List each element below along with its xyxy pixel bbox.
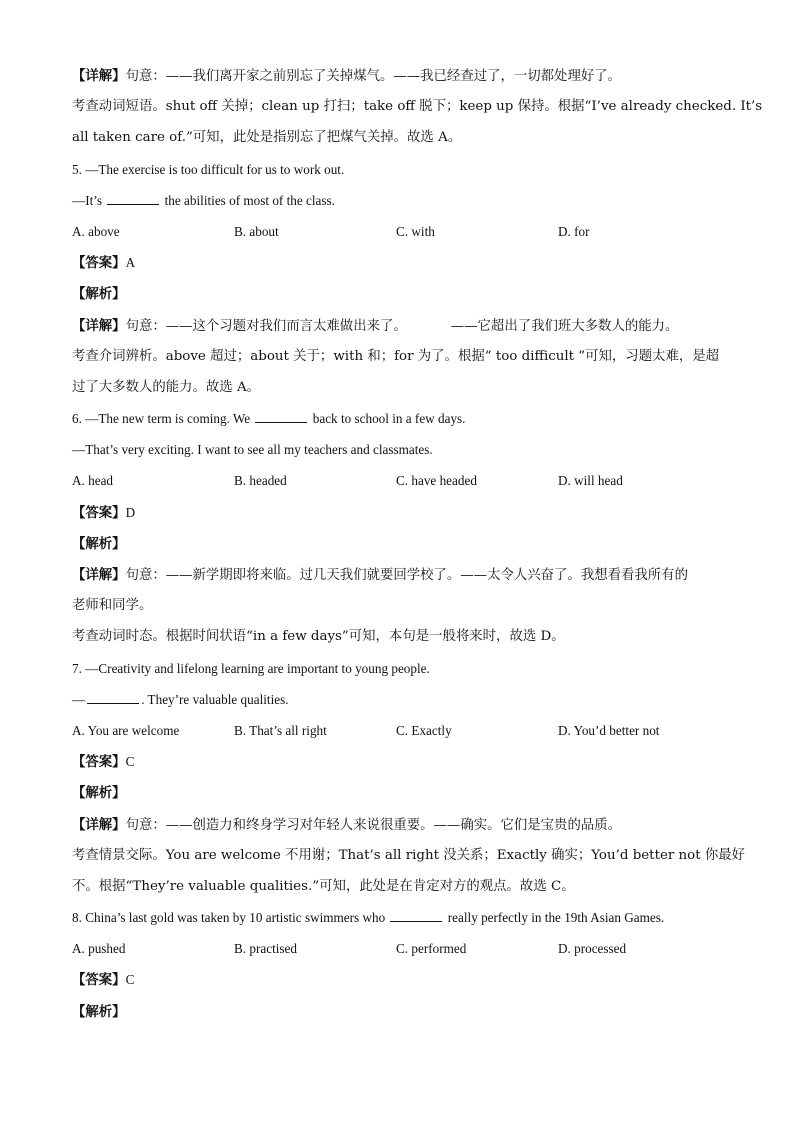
option-a: A. head bbox=[72, 473, 114, 489]
explanation-line: 不。根据“They’re valuable qualities.”可知，此处是在肯定对方的观点。故选 C。 bbox=[72, 878, 575, 894]
option-b: B. That’s all right bbox=[234, 722, 327, 738]
option-a: A. You are welcome bbox=[72, 722, 180, 738]
detail-tag: 【详解】 bbox=[72, 567, 126, 583]
answer-line bbox=[72, 501, 722, 532]
question-6-reply: —That’s very exciting. I want to see all my teachers and classmates. bbox=[72, 442, 433, 458]
answer-value: C bbox=[125, 754, 135, 770]
question-5-reply: —It’s the abilities of most of the class. bbox=[72, 192, 335, 208]
answer-blank bbox=[107, 192, 159, 205]
explanation-line: 考查情景交际。You are welcome 不用谢；That’s all right 没关系；Exactly 确实；You’d better not 你最好 bbox=[72, 847, 746, 863]
option-b: B. headed bbox=[234, 473, 287, 489]
option-a: A. above bbox=[72, 223, 120, 239]
analysis-tag: 【解析】 bbox=[72, 535, 126, 552]
question-6-stem: 6. —The new term is coming. We back to school in a few days. bbox=[72, 411, 466, 427]
answer-blank bbox=[87, 691, 139, 704]
answer-tag: 【答案】 bbox=[72, 255, 126, 272]
explanation-line: 【详解】句意：——创造力和终身学习对年轻人来说很重要。——确实。它们是宝贵的品质。 bbox=[72, 816, 622, 833]
explanation-line: 考查动词时态。根据时间状语“in a few days”可知，本句是一般将来时，故选 D。 bbox=[72, 629, 565, 645]
question-5-stem: 5. —The exercise is too difficult for us to work out. bbox=[72, 161, 345, 177]
question-6-options bbox=[72, 469, 722, 500]
option-c: C. have headed bbox=[396, 473, 477, 489]
answer-tag: 【答案】 bbox=[72, 754, 126, 771]
option-a: A. pushed bbox=[72, 941, 126, 957]
analysis-line bbox=[72, 1000, 722, 1031]
option-d: D. processed bbox=[558, 941, 627, 957]
analysis-tag: 【解析】 bbox=[72, 785, 126, 802]
option-b: B. about bbox=[234, 223, 279, 239]
explanation-line: 【详解】句意：——我们离开家之前别忘了关掉煤气。——我已经查过了，一切都处理好了。 bbox=[72, 68, 622, 84]
option-d: D. for bbox=[558, 223, 590, 239]
answer-blank bbox=[390, 909, 442, 922]
answer-line bbox=[72, 750, 722, 781]
detail-tag: 【详解】 bbox=[72, 816, 126, 833]
explanation-line: all taken care of.”可知，此处是指别忘了把煤气关掉。故选 A。 bbox=[72, 130, 462, 146]
question-8-stem: 8. China’s last gold was taken by 10 artistic swimmers who really perfectly in the 19th Asian Games. bbox=[72, 910, 665, 926]
explanation-line: 【详解】句意：——新学期即将来临。过几天我们就要回学校了。——太令人兴奋了。我想看看我所有的 bbox=[72, 567, 688, 583]
explanation-line: 考查动词短语。shut off 关掉；clean up 打扫；take off 脱下；keep up 保持。根据“I’ve already checked. It’s bbox=[72, 99, 763, 115]
explanation-line: 考查介词辨析。above 超过；about 关于；with 和；for 为了。根据“ too difficult ”可知，习题太难，是超 bbox=[72, 348, 720, 364]
analysis-line bbox=[72, 781, 722, 812]
analysis-line bbox=[72, 532, 722, 563]
analysis-line bbox=[72, 282, 722, 313]
option-d: D. You’d better not bbox=[558, 722, 660, 738]
answer-line bbox=[72, 251, 722, 282]
question-8-options bbox=[72, 937, 722, 968]
answer-value: C bbox=[125, 972, 135, 988]
explanation-line: 【详解】句意：——这个习题对我们而言太难做出来了。 ——它超出了我们班大多数人的能力。 bbox=[72, 317, 679, 334]
answer-blank bbox=[255, 410, 307, 423]
question-7-stem: 7. —Creativity and lifelong learning are important to young people. bbox=[72, 660, 430, 676]
question-7-options bbox=[72, 719, 722, 750]
analysis-tag: 【解析】 bbox=[72, 1003, 126, 1020]
answer-tag: 【答案】 bbox=[72, 972, 126, 989]
question-5-options bbox=[72, 220, 722, 251]
answer-value: D bbox=[125, 504, 136, 520]
answer-tag: 【答案】 bbox=[72, 504, 126, 521]
detail-tag: 【详解】 bbox=[72, 317, 126, 334]
option-b: B. practised bbox=[234, 941, 297, 957]
explanation-line: 过了大多数人的能力。故选 A。 bbox=[72, 379, 261, 395]
option-c: C. Exactly bbox=[396, 722, 452, 738]
detail-tag: 【详解】 bbox=[72, 68, 126, 84]
document-page bbox=[72, 64, 763, 1031]
option-c: C. with bbox=[396, 223, 435, 239]
answer-value: A bbox=[125, 255, 136, 271]
option-d: D. will head bbox=[558, 473, 623, 489]
explanation-line: 老师和同学。 bbox=[72, 598, 153, 614]
option-c: C. performed bbox=[396, 941, 467, 957]
question-7-reply: — . They’re valuable qualities. bbox=[72, 691, 289, 707]
answer-line bbox=[72, 968, 722, 999]
analysis-tag: 【解析】 bbox=[72, 286, 126, 303]
